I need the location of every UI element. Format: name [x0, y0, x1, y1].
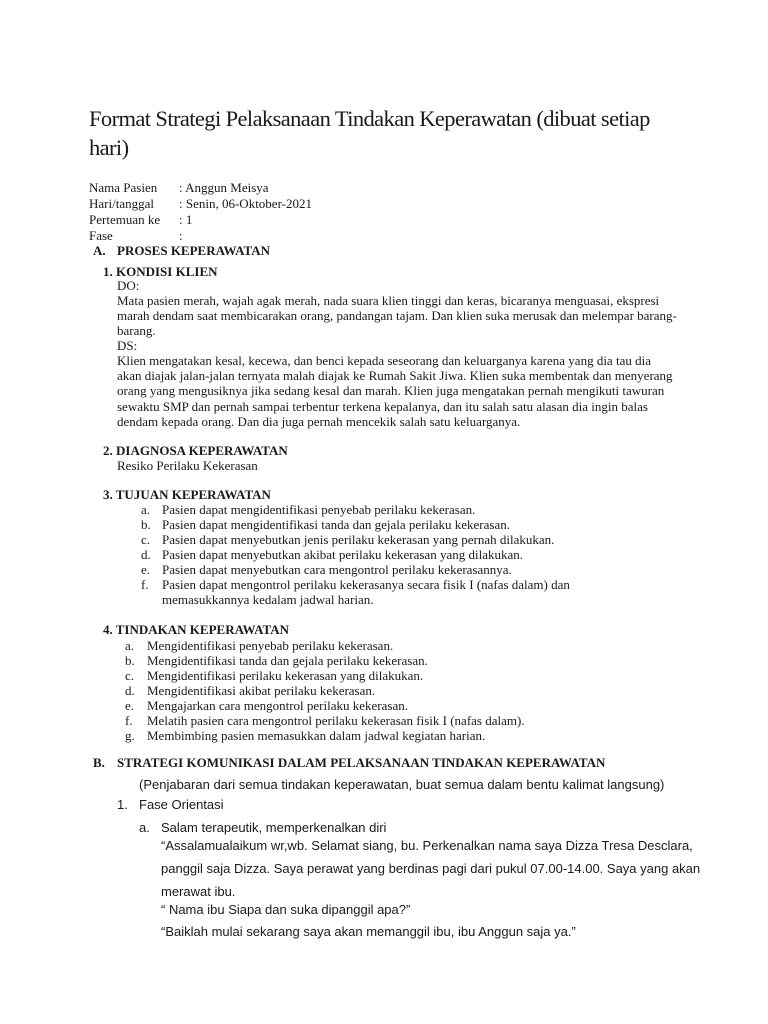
list-marker: g.: [125, 728, 135, 743]
list-text: Pasien dapat mengontrol perilaku kekerasanya secara fisik I (nafas dalam) dan: [162, 577, 570, 592]
sub-marker: a.: [139, 820, 150, 835]
list-marker: a.: [125, 638, 135, 653]
tindakan-heading: 4. TINDAKAN KEPERAWATAN: [103, 622, 289, 637]
list-item: [125, 713, 645, 728]
list-item: [125, 653, 645, 668]
fase-marker: 1.: [117, 797, 128, 812]
list-text: Pasien dapat menyebutkan akibat perilaku kekerasan yang dilakukan.: [162, 547, 523, 562]
list-text: Melatih pasien cara mengontrol perilaku kekerasan fisik I (nafas dalam).: [147, 713, 525, 728]
list-text: Mengajarkan cara mengontrol perilaku kekerasan.: [147, 698, 408, 713]
dialog-line: “ Nama ibu Siapa dan suka dipanggil apa?”: [161, 902, 411, 917]
tujuan-list: [141, 502, 661, 607]
list-text: Pasien dapat mengidentifikasi tanda dan gejala perilaku kekerasan.: [162, 517, 510, 532]
info-value: : Anggun Meisya: [179, 180, 269, 195]
list-item: [141, 577, 661, 592]
sub-title: Salam terapeutik, memperkenalkan diri: [161, 820, 387, 835]
list-item: [141, 562, 661, 577]
list-marker: d.: [141, 547, 151, 562]
do-label: DO:: [117, 278, 140, 293]
list-item: [141, 502, 661, 517]
list-item: [125, 668, 645, 683]
fase-title: Fase Orientasi: [139, 797, 224, 812]
section-b-title: STRATEGI KOMUNIKASI DALAM PELAKSANAAN TINDAKAN KEPERAWATAN: [117, 755, 606, 770]
section-a-marker: A.: [93, 243, 106, 258]
list-text: memasukkannya kedalam jadwal harian.: [162, 592, 374, 607]
list-text: Pasien dapat menyebutkan cara mengontrol perilaku kekerasannya.: [162, 562, 512, 577]
tindakan-list: [125, 638, 645, 743]
list-item: [141, 547, 661, 562]
dialog-paragraph: “Assalamualaikum wr,wb. Selamat siang, bu. Perkenalkan nama saya Dizza Tresa Desclara, panggil saja Dizza. Saya perawat yang berdinas pagi dari pukul 07.00-14.00. Saya yang akan merawat ibu.: [161, 838, 701, 899]
list-item: [125, 683, 645, 698]
tujuan-heading: 3. TUJUAN KEPERAWATAN: [103, 487, 271, 502]
list-marker: c.: [125, 668, 135, 683]
document-title: Format Strategi Pelaksanaan Tindakan Keperawatan (dibuat setiap hari): [89, 106, 650, 160]
list-text: Membimbing pasien memasukkan dalam jadwal kegiatan harian.: [147, 728, 486, 743]
do-text: Mata pasien merah, wajah agak merah, nada suara klien tinggi dan keras, bicaranya menguasai, ekspresi marah dendam saat membicarakan orang, pandangan tajam. Dan klien suka merusak dan melempar barang-barang.: [117, 293, 677, 339]
info-value: : Senin, 06-Oktober-2021: [179, 196, 312, 211]
list-marker: e.: [125, 698, 135, 713]
list-marker: a.: [141, 502, 151, 517]
list-item: [125, 638, 645, 653]
diagnosa-text: Resiko Perilaku Kekerasan: [117, 458, 258, 473]
info-label: Nama Pasien: [89, 180, 158, 195]
list-marker: e.: [141, 562, 151, 577]
list-marker: f.: [125, 713, 133, 728]
info-value: :: [179, 228, 183, 243]
info-label: Fase: [89, 228, 113, 243]
section-b-note: (Penjabaran dari semua tindakan keperawatan, buat semua dalam bentu kalimat langsung): [139, 777, 665, 792]
ds-label: DS:: [117, 338, 138, 353]
info-value: : 1: [179, 212, 193, 227]
list-item: [141, 532, 661, 547]
kondisi-heading: 1. KONDISI KLIEN: [103, 264, 218, 279]
diagnosa-heading: 2. DIAGNOSA KEPERAWATAN: [103, 443, 288, 458]
list-item: [141, 592, 661, 607]
list-marker: f.: [141, 577, 149, 592]
ds-text: Klien mengatakan kesal, kecewa, dan benci kepada seseorang dan keluarganya karena yang dia tau dia akan diajak jalan-jalan ternyata malah diajak ke Rumah Sakit Jiwa. Klien suka membentak dan menyerang orang yang mengusiknya jika sedang kesal dan marah. Klien juga mengatakan pernah mengikuti tawuran sewaktu SMP dan pernah sampai terbentur terkena kepalanya, dan itu salah satu alasan dia ingin balas dendam kepada orang. Dan dia juga pernah mencekik salah satu keluarganya.: [117, 353, 673, 429]
list-marker: c.: [141, 532, 151, 547]
list-text: Mengidentifikasi perilaku kekerasan yang dilakukan.: [147, 668, 424, 683]
section-a-title: PROSES KEPERAWATAN: [117, 243, 271, 258]
info-label: Pertemuan ke: [89, 212, 161, 227]
list-text: Mengidentifikasi akibat perilaku kekerasan.: [147, 683, 376, 698]
dialog-line: “Baiklah mulai sekarang saya akan memanggil ibu, ibu Anggun saja ya.”: [161, 924, 576, 939]
list-text: Mengidentifikasi penyebab perilaku kekerasan.: [147, 638, 394, 653]
list-text: Pasien dapat menyebutkan jenis perilaku kekerasan yang pernah dilakukan.: [162, 532, 555, 547]
list-item: [125, 698, 645, 713]
list-marker: b.: [125, 653, 135, 668]
list-marker: d.: [125, 683, 135, 698]
section-b-marker: B.: [93, 755, 105, 770]
list-text: Mengidentifikasi tanda dan gejala perilaku kekerasan.: [147, 653, 428, 668]
list-marker: b.: [141, 517, 151, 532]
list-item: [141, 517, 661, 532]
list-item: [125, 728, 645, 743]
list-text: Pasien dapat mengidentifikasi penyebab perilaku kekerasan.: [162, 502, 476, 517]
info-label: Hari/tanggal: [89, 196, 154, 211]
